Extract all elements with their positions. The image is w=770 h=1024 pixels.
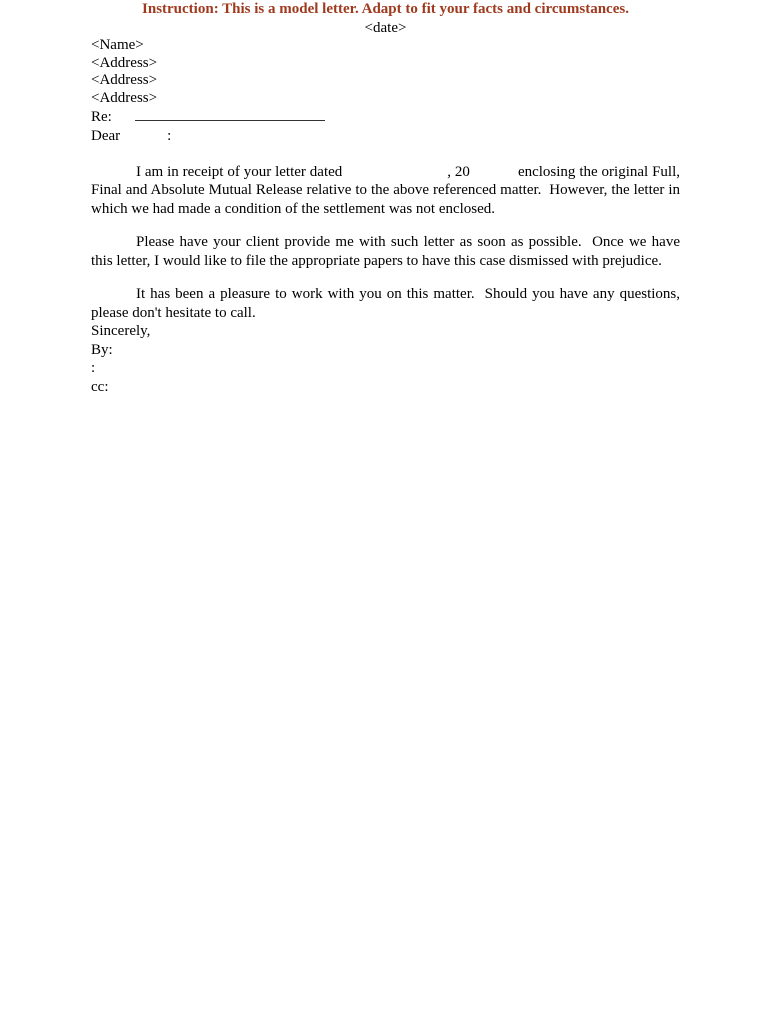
closing-sincerely: Sincerely,: [91, 323, 151, 339]
salutation: [91, 127, 680, 146]
salutation-colon: :: [167, 127, 172, 144]
paragraph-1-text-b: , 20: [447, 163, 470, 180]
re-label: Re:: [91, 109, 112, 125]
paragraph-1-text-c: enclosing the original Full, Final and Absolute Mutual Release relative to the above referenced matter. However, the letter in which we had made a condition of the settlement was not enclosed.: [91, 163, 680, 217]
re-blank-line: [135, 107, 325, 121]
recipient-block: [91, 37, 680, 107]
paragraph-1-text-a: I am in receipt of your letter dated: [136, 163, 343, 180]
re-line: [91, 107, 680, 127]
recipient-name: <Name>: [91, 37, 144, 53]
cc-label: cc:: [91, 378, 109, 395]
recipient-address-line: <Address>: [91, 89, 158, 106]
instruction-banner: Instruction: This is a model letter. Adapt to fit your facts and circumstances.: [142, 1, 629, 17]
body-paragraph-3: It has been a pleasure to work with you on this matter. Should you have any questions, please don't hesitate to call.: [91, 286, 680, 321]
body-paragraph-1: [91, 163, 680, 219]
recipient-address-line: <Address>: [91, 54, 158, 71]
signature-colon: :: [91, 360, 96, 376]
salutation-word: Dear: [91, 127, 121, 144]
body-paragraph-2: Please have your client provide me with such letter as soon as possible. Once we have this letter, I would like to file the appropriate papers to have this case dismissed with prejudice.: [91, 234, 680, 269]
by-label: By:: [91, 341, 113, 358]
date-placeholder: <date>: [364, 19, 407, 36]
recipient-address-line: <Address>: [91, 72, 158, 88]
